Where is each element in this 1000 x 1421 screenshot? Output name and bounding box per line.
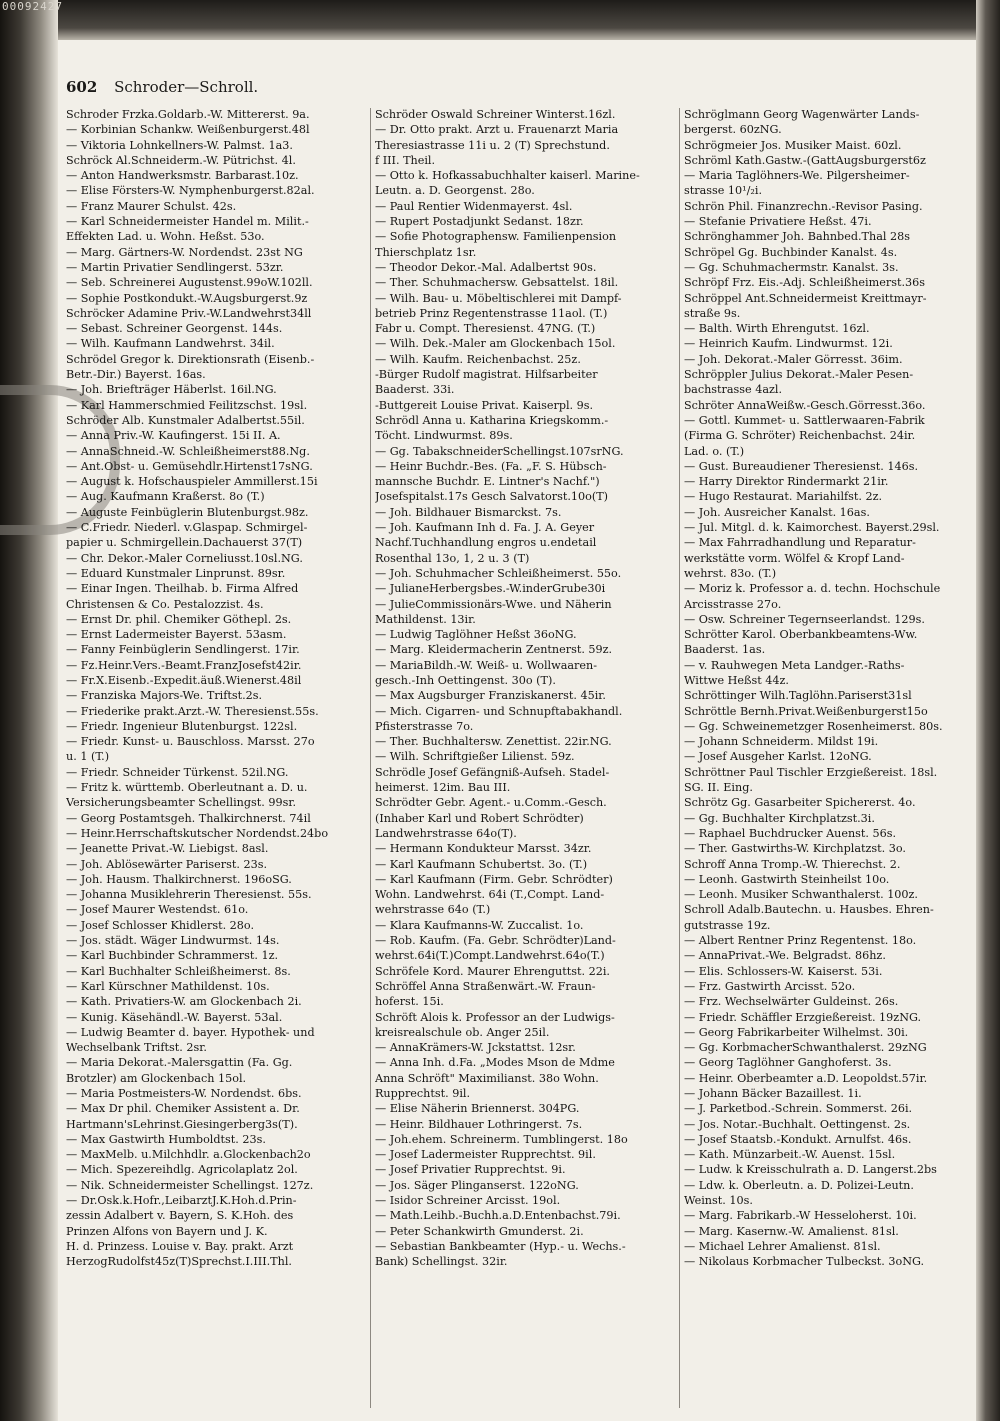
directory-entry-line: hoferst. 15i. xyxy=(375,995,444,1009)
directory-entry-line: Schrödel Gregor k. Direktionsrath (Eisenb.- xyxy=(66,352,315,366)
directory-entry-line: Schrönghammer Joh. Bahnbed.Thal 28s xyxy=(684,230,910,244)
directory-entry-line: — Karl Buchbinder Schrammerst. 1z. xyxy=(66,949,279,963)
directory-entry-line: wehrst.64i(T.)Compt.Landwehrst.64o(T.) xyxy=(375,949,605,963)
directory-entry-line: SG. II. Eing. xyxy=(684,781,753,795)
directory-entry-line: Schrödl Anna u. Katharina Kriegskomm.- xyxy=(375,413,609,427)
directory-entry-line: — Karl Buchhalter Schleißheimerst. 8s. xyxy=(66,964,291,978)
directory-entry-line: Schrögmeier Jos. Musiker Maist. 60zl. xyxy=(684,138,902,152)
directory-entry-line: — Josef Schlosser Khidlerst. 28o. xyxy=(66,918,255,932)
directory-entry-line: -Buttgereit Louise Privat. Kaiserpl. 9s. xyxy=(375,398,594,412)
directory-entry-line: — Ther. Gastwirths-W. Kirchplatzst. 3o. xyxy=(684,842,906,856)
directory-entry-line: — Marg. Fabrikarb.-W Hesseloherst. 10i. xyxy=(684,1209,917,1223)
directory-entry-line: — Wilh. Kaufm. Reichenbachst. 25z. xyxy=(375,352,581,366)
directory-entry-line: Töcht. Lindwurmst. 89s. xyxy=(375,429,513,443)
directory-entry-line: Hartmann'sLehrinst.Giesingerberg3s(T). xyxy=(66,1117,298,1131)
directory-entry-line: — Maria Postmeisters-W. Nordendst. 6bs. xyxy=(66,1087,302,1100)
directory-entry-line: — Otto k. Hofkassabuchhalter kaiserl. Marine- xyxy=(375,169,640,183)
directory-entry-line: — Anna Priv.-W. Kaufingerst. 15i II. A. xyxy=(66,429,281,443)
directory-entry-line: f III. Theil. xyxy=(375,153,436,167)
directory-entry-line: — Frz. Gastwirth Arcisst. 52o. xyxy=(684,979,856,993)
directory-entry-line: — Joh. Kaufmann Inh d. Fa. J. A. Geyer xyxy=(375,521,595,535)
directory-entry-line: -Bürger Rudolf magistrat. Hilfsarbeiter xyxy=(375,368,598,382)
directory-entry-line: Josefspitalst.17s Gesch Salvatorst.10o(T) xyxy=(375,490,609,504)
directory-entry-line: — Peter Schankwirth Gmunderst. 2i. xyxy=(375,1224,584,1238)
directory-entry-line: — Karl Kürschner Mathildenst. 10s. xyxy=(66,979,270,993)
directory-entry-line: — Albert Rentner Prinz Regentenst. 18o. xyxy=(684,934,917,948)
directory-entry-line: Nachf.Tuchhandlung engros u.endetail xyxy=(375,536,597,550)
directory-entry-line: — Josef Privatier Rupprechtst. 9i. xyxy=(375,1163,566,1177)
directory-entry-line: — Ludw. k Kreisschulrath a. D. Langerst.2bs xyxy=(684,1163,937,1177)
directory-entry-line: Anna Schröft" Maximilianst. 38o Wohn. xyxy=(375,1071,599,1085)
running-title: Schroder—Schroll. xyxy=(114,78,259,96)
directory-entry-line: — Gg. Schuhmachermstr. Kanalst. 3s. xyxy=(684,260,899,274)
page-number: 602 xyxy=(66,78,98,96)
directory-entry-line: Schröder Alb. Kunstmaler Adalbertst.55il. xyxy=(66,413,305,427)
directory-entry-line: Schrön Phil. Finanzrechn.-Revisor Pasing. xyxy=(684,199,923,213)
directory-entry-line: gutstrasse 19z. xyxy=(684,918,771,932)
directory-entry-line: — Karl Schneidermeister Handel m. Milit.- xyxy=(66,215,309,229)
directory-entry-line: Schröffel Anna Straßenwärt.-W. Fraun- xyxy=(375,979,596,993)
directory-entry-line: — MariaBildh.-W. Weiß- u. Wollwaaren- xyxy=(375,658,597,672)
page-header xyxy=(66,78,366,102)
directory-entry-line: Arcisstrasse 27o. xyxy=(684,597,782,611)
directory-entry-line: — Sebastian Bankbeamter (Hyp.- u. Wechs.- xyxy=(375,1239,626,1253)
directory-entry-line: Schröfele Kord. Maurer Ehrenguttst. 22i. xyxy=(375,964,610,978)
directory-entry-line: Schroder Frzka.Goldarb.-W. Mittererst. 9a. xyxy=(66,108,310,121)
directory-entry-line: — Ludwig Beamter d. bayer. Hypothek- und xyxy=(66,1025,315,1039)
directory-entry-line: — C.Friedr. Niederl. v.Glaspap. Schmirgel- xyxy=(66,521,308,535)
directory-entry-line: Schrötter Karol. Oberbankbeamtens-Ww. xyxy=(684,628,918,642)
directory-entry-line: — Wilh. Dek.-Maler am Glockenbach 15ol. xyxy=(375,337,616,351)
directory-entry-line: — AnnaSchneid.-W. Schleißheimerst88.Ng. xyxy=(66,444,310,458)
directory-entry-line: Versicherungsbeamter Schellingst. 99sr. xyxy=(66,796,297,810)
directory-entry-line: Christensen & Co. Pestalozzist. 4s. xyxy=(66,597,264,611)
directory-entry-line: gesch.-Inh Oettingenst. 30o (T). xyxy=(375,673,556,687)
directory-entry-line: Schröppler Julius Dekorat.-Maler Pesen- xyxy=(684,368,914,382)
directory-entry-line: — Marg. Kasernw.-W. Amalienst. 81sl. xyxy=(684,1224,899,1238)
directory-entry-line: Mathildenst. 13ir. xyxy=(375,612,476,626)
directory-entry-line: — Wilh. Bau- u. Möbeltischlerei mit Dampf- xyxy=(375,291,622,305)
directory-entry-line: — Kath. Münzarbeit.-W. Auenst. 15sl. xyxy=(684,1148,896,1162)
directory-entry-line: — Gust. Bureaudiener Theresienst. 146s. xyxy=(684,459,918,473)
directory-entry-line: Landwehrstrasse 64o(T). xyxy=(375,826,517,840)
directory-entry-line: Wohn. Landwehrst. 64i (T.,Compt. Land- xyxy=(375,888,605,902)
directory-entry-line: werkstätte vorm. Wölfel & Kropf Land- xyxy=(684,551,905,565)
directory-entry-line: Lad. o. (T.) xyxy=(684,444,745,458)
directory-entry-line: — Karl Kaufmann (Firm. Gebr. Schrödter) xyxy=(375,872,613,886)
directory-entry-line: — Joh. Briefträger Häberlst. 16il.NG. xyxy=(66,383,277,397)
directory-entry-line: H. d. Prinzess. Louise v. Bay. prakt. Arzt xyxy=(66,1239,294,1253)
directory-entry-line: — Ludwig Taglöhner Heßst 36oNG. xyxy=(375,628,577,642)
directory-entry-line: — Stefanie Privatiere Heßst. 47i. xyxy=(684,215,872,229)
directory-entry-line: bergerst. 60zNG. xyxy=(684,123,782,137)
directory-entry-line: bachstrasse 4azl. xyxy=(684,383,783,397)
directory-entry-line: — Joh. Schuhmacher Schleißheimerst. 55o. xyxy=(375,566,622,580)
directory-entry-line: strasse 10¹/₂i. xyxy=(684,184,763,198)
directory-entry-line: Leutn. a. D. Georgenst. 28o. xyxy=(375,184,535,198)
directory-entry-line: — Jul. Mitgl. d. k. Kaimorchest. Bayerst.29sl. xyxy=(684,521,940,535)
directory-entry-line: — Leonh. Musiker Schwanthalerst. 100z. xyxy=(684,888,918,902)
directory-entry-line: Schroll Adalb.Bautechn. u. Hausbes. Ehren- xyxy=(684,903,934,917)
directory-entry-line: Schröttner Paul Tischler Erzgießereist. 18sl. xyxy=(684,765,938,779)
directory-entry-line: — Wilh. Schriftgießer Lilienst. 59z. xyxy=(375,750,575,764)
directory-entry-line: — Gg. Buchhalter Kirchplatzst.3i. xyxy=(684,811,875,825)
directory-entry-line: — Raphael Buchdrucker Auenst. 56s. xyxy=(684,826,897,840)
directory-entry-line: — Fr.X.Eisenb.-Expedit.äuß.Wienerst.48il xyxy=(66,673,302,687)
scan-shadow-top xyxy=(0,0,1000,40)
directory-entry-line: — Joh.ehem. Schreinerm. Tumblingerst. 18o xyxy=(375,1132,628,1146)
directory-entry-line: — Joh. Ausreicher Kanalst. 16as. xyxy=(684,505,870,519)
directory-entry-line: Wittwe Heßst 44z. xyxy=(684,673,789,687)
directory-entry-line: — Sophie Postkondukt.-W.Augsburgerst.9z xyxy=(66,291,308,305)
directory-entry-line: — Isidor Schreiner Arcisst. 19ol. xyxy=(375,1194,561,1208)
directory-entry-line: — Gottl. Kummet- u. Sattlerwaaren-Fabrik xyxy=(684,413,925,427)
directory-entry-line: — Jos. städt. Wäger Lindwurmst. 14s. xyxy=(66,934,280,948)
directory-entry-line: — Karl Kaufmann Schubertst. 3o. (T.) xyxy=(375,857,588,871)
directory-entry-line: Effekten Lad. u. Wohn. Heßst. 53o. xyxy=(66,230,265,244)
directory-entry-line: — Joh. Bildhauer Bismarckst. 7s. xyxy=(375,505,562,519)
directory-entry-line: — Jos. Säger Plinganserst. 122oNG. xyxy=(375,1178,579,1192)
directory-entry-line: — Wilh. Kaufmann Landwehrst. 34il. xyxy=(66,337,275,351)
directory-entry-line: — Mich. Cigarren- und Schnupftabakhandl. xyxy=(375,704,623,718)
directory-entry-line: — Theodor Dekor.-Mal. Adalbertst 90s. xyxy=(375,260,597,274)
directory-entry-line: — Frz. Wechselwärter Guldeinst. 26s. xyxy=(684,995,899,1009)
directory-entry-line: — Georg Taglöhner Ganghoferst. 3s. xyxy=(684,1056,892,1070)
directory-entry-line: — Ther. Buchhaltersw. Zenettist. 22ir.NG. xyxy=(375,735,612,749)
directory-entry-line: Fabr u. Compt. Theresienst. 47NG. (T.) xyxy=(375,322,596,336)
directory-entry-line: Bank) Schellingst. 32ir. xyxy=(375,1255,508,1269)
directory-entry-line: — Joh. Ablösewärter Pariserst. 23s. xyxy=(66,857,268,871)
directory-entry-line: — Osw. Schreiner Tegernseerlandst. 129s. xyxy=(684,612,925,626)
directory-entry-line: Schroff Anna Tromp.-W. Thierechst. 2. xyxy=(684,857,901,871)
directory-entry-line: Schröpf Frz. Eis.-Adj. Schleißheimerst.36s xyxy=(684,276,925,290)
directory-entry-line: — Einar Ingen. Theilhab. b. Firma Alfred xyxy=(66,582,299,596)
directory-entry-line: wehrst. 83o. (T.) xyxy=(684,566,777,580)
directory-entry-line: Schröft Alois k. Professor an der Ludwigs- xyxy=(375,1010,615,1024)
directory-entry-line: Theresiastrasse 11i u. 2 (T) Sprechstund. xyxy=(375,138,610,152)
directory-entry-line: — August k. Hofschauspieler Ammillerst.15i xyxy=(66,475,318,489)
directory-entry-line: mannsche Buchdr. E. Lintner's Nachf.") xyxy=(375,475,600,489)
directory-entry-line: — Josef Ladermeister Rupprechtst. 9il. xyxy=(375,1148,596,1162)
directory-entry-line: Thierschplatz 1sr. xyxy=(375,245,477,259)
directory-entry-line: kreisrealschule ob. Anger 25il. xyxy=(375,1025,550,1039)
directory-entry-line: Weinst. 10s. xyxy=(684,1194,753,1208)
directory-entry-line: — Ldw. k. Oberleutn. a. D. Polizei-Leutn. xyxy=(684,1178,914,1192)
directory-entry-line: Pfisterstrasse 7o. xyxy=(375,719,474,733)
directory-entry-line: — Math.Leihb.-Buchh.a.D.Entenbachst.79i. xyxy=(375,1209,621,1223)
directory-entry-line: — Marg. Gärtners-W. Nordendst. 23st NG xyxy=(66,245,303,259)
directory-entry-line: Rosenthal 13o, 1, 2 u. 3 (T) xyxy=(375,551,530,565)
directory-entry-line: — Fanny Feinbüglerin Sendlingerst. 17ir. xyxy=(66,643,300,657)
directory-entry-line: Betr.-Dir.) Bayerst. 16as. xyxy=(66,368,206,382)
directory-entry-line: — Jeanette Privat.-W. Liebigst. 8asl. xyxy=(66,842,269,856)
directory-entry-line: — JulieCommissionärs-Wwe. und Näherin xyxy=(375,597,612,611)
directory-column-1 xyxy=(66,107,366,1407)
directory-entry-line: — Harry Direktor Rindermarkt 21ir. xyxy=(684,475,889,489)
directory-entry-line: — Franziska Majors-We. Triftst.2s. xyxy=(66,689,263,703)
directory-entry-line: — Max Fahrradhandlung und Reparatur- xyxy=(684,536,916,550)
directory-entry-line: — Heinr. Oberbeamter a.D. Leopoldst.57ir. xyxy=(684,1071,928,1085)
directory-entry-line: — Anna Inh. d.Fa. „Modes Mson de Mdme xyxy=(375,1056,615,1070)
directory-entry-line: — Ernst Dr. phil. Chemiker Göthepl. 2s. xyxy=(66,612,292,626)
directory-entry-line: — Joh. Hausm. Thalkirchnerst. 196oSG. xyxy=(66,872,292,886)
directory-entry-line: — Dr. Otto prakt. Arzt u. Frauenarzt Maria xyxy=(375,123,619,137)
directory-entry-line: — Rob. Kaufm. (Fa. Gebr. Schrödter)Land- xyxy=(375,934,616,948)
directory-entry-line: Baaderst. 1as. xyxy=(684,643,766,657)
directory-entry-line: — Anton Handwerksmstr. Barbarast.10z. xyxy=(66,169,299,183)
column-divider xyxy=(370,108,371,1408)
directory-entry-line: Schröml Kath.Gastw.-(GattAugsburgerst6z xyxy=(684,153,926,167)
directory-entry-line: Schröttinger Wilh.Taglöhn.Pariserst31sl xyxy=(684,689,912,703)
directory-entry-line: — Jos. Notar.-Buchhalt. Oettingenst. 2s. xyxy=(684,1117,911,1131)
directory-entry-line: — AnnaPrivat.-We. Belgradst. 86hz. xyxy=(684,949,886,963)
directory-entry-line: — Heinr.Herrschaftskutscher Nordendst.24bo xyxy=(66,826,329,840)
directory-entry-line: — Hermann Kondukteur Marsst. 34zr. xyxy=(375,842,592,856)
directory-entry-line: — Heinr. Bildhauer Lothringerst. 7s. xyxy=(375,1117,583,1131)
directory-entry-line: — Heinrich Kaufm. Lindwurmst. 12i. xyxy=(684,337,893,351)
directory-entry-line: — Friedr. Schneider Türkenst. 52il.NG. xyxy=(66,765,289,779)
directory-entry-line: — Max Augsburger Franziskanerst. 45ir. xyxy=(375,689,606,703)
directory-entry-line: — Max Dr phil. Chemiker Assistent a. Dr. xyxy=(66,1102,300,1116)
book-gutter-shadow xyxy=(0,0,58,1421)
directory-entry-line: — Klara Kaufmanns-W. Zuccalist. 1o. xyxy=(375,918,584,932)
directory-entry-line: — Moriz k. Professor a. d. techn. Hochschule xyxy=(684,582,941,596)
directory-entry-line: — Kunig. Käsehändl.-W. Bayerst. 53al. xyxy=(66,1010,283,1024)
directory-entry-line: Baaderst. 33i. xyxy=(375,383,455,397)
directory-entry-line: straße 9s. xyxy=(684,306,741,320)
directory-entry-line: Schröttle Bernh.Privat.Weißenburgerst15o xyxy=(684,704,928,718)
directory-entry-line: — Max Gastwirth Humboldtst. 23s. xyxy=(66,1132,266,1146)
directory-entry-line: — Friedr. Ingenieur Blutenburgst. 122sl. xyxy=(66,719,298,733)
directory-entry-line: — Ther. Schuhmachersw. Gebsattelst. 18il. xyxy=(375,276,619,290)
directory-column-3 xyxy=(684,107,968,1407)
directory-entry-line: — Maria Taglöhners-We. Pilgersheimer- xyxy=(684,169,910,183)
directory-entry-line: — Heinr Buchdr.-Bes. (Fa. „F. S. Hübsch- xyxy=(375,459,607,473)
directory-entry-line: (Firma G. Schröter) Reichenbachst. 24ir. xyxy=(684,429,916,443)
directory-entry-line: — Sofie Photographensw. Familienpension xyxy=(375,230,617,244)
directory-entry-line: Schröglmann Georg Wagenwärter Lands- xyxy=(684,108,920,121)
directory-entry-line: — Rupert Postadjunkt Sedanst. 18zr. xyxy=(375,215,584,229)
directory-entry-line: Brotzler) am Glockenbach 15ol. xyxy=(66,1071,247,1085)
directory-entry-line: — Elis. Schlossers-W. Kaiserst. 53i. xyxy=(684,964,883,978)
directory-entry-line: — Nik. Schneidermeister Schellingst. 127z. xyxy=(66,1178,314,1192)
directory-entry-line: — Johann Schneiderm. Mildst 19i. xyxy=(684,735,879,749)
directory-entry-line: — Friederike prakt.Arzt.-W. Theresienst.55s. xyxy=(66,704,319,718)
directory-entry-line: — Josef Ausgeher Karlst. 12oNG. xyxy=(684,750,872,764)
directory-entry-line: Schröder Oswald Schreiner Winterst.16zl. xyxy=(375,108,616,121)
directory-entry-line: Schröpel Gg. Buchbinder Kanalst. 4s. xyxy=(684,245,898,259)
directory-entry-line: — Georg Fabrikarbeiter Wilhelmst. 30i. xyxy=(684,1025,909,1039)
directory-entry-line: — Ant.Obst- u. Gemüsehdlr.Hirtenst17sNG. xyxy=(66,459,313,473)
directory-entry-line: — Kath. Privatiers-W. am Glockenbach 2i. xyxy=(66,995,302,1009)
directory-entry-line: Schrödter Gebr. Agent.- u.Comm.-Gesch. xyxy=(375,796,607,810)
directory-entry-line: — Gg. Schweinemetzger Rosenheimerst. 80s. xyxy=(684,719,943,733)
directory-entry-line: — Maria Dekorat.-Malersgattin (Fa. Gg. xyxy=(66,1056,293,1070)
directory-entry-line: Schröcker Adamine Priv.-W.Landwehrst34ll xyxy=(66,306,312,320)
directory-entry-line: — Dr.Osk.k.Hofr.,LeibarztJ.K.Hoh.d.Prin- xyxy=(66,1194,297,1208)
directory-entry-line: — Fritz k. württemb. Oberleutnant a. D. u. xyxy=(66,781,308,795)
directory-entry-line: HerzogRudolfst45z(T)Sprechst.I.III.Thl. xyxy=(66,1255,292,1269)
directory-entry-line: — Karl Hammerschmied Feilitzschst. 19sl. xyxy=(66,398,308,412)
directory-entry-line: — Sebast. Schreiner Georgenst. 144s. xyxy=(66,322,283,336)
directory-entry-line: — JulianeHerbergsbes.-W.inderGrube30i xyxy=(375,582,606,596)
directory-entry-line: — J. Parketbod.-Schrein. Sommerst. 26i. xyxy=(684,1102,913,1116)
directory-entry-line: papier u. Schmirgellein.Dachauerst 37(T) xyxy=(66,536,303,550)
directory-entry-line: Wechselbank Triftst. 2sr. xyxy=(66,1041,207,1055)
directory-entry-line: — Martin Privatier Sendlingerst. 53zr. xyxy=(66,260,284,274)
directory-entry-line: Schrötz Gg. Gasarbeiter Spichererst. 4o. xyxy=(684,796,916,810)
directory-entry-line: Schrödle Josef Gefängniß-Aufseh. Stadel- xyxy=(375,765,610,779)
directory-entry-line: — Eduard Kunstmaler Linprunst. 89sr. xyxy=(66,566,286,580)
directory-entry-line: — Franz Maurer Schulst. 42s. xyxy=(66,199,237,213)
directory-entry-line: — Joh. Dekorat.-Maler Görresst. 36im. xyxy=(684,352,903,366)
directory-entry-line: — Auguste Feinbüglerin Blutenburgst.98z. xyxy=(66,505,309,519)
directory-entry-line: Schröter AnnaWeißw.-Gesch.Görresst.36o. xyxy=(684,398,926,412)
directory-entry-line: Prinzen Alfons von Bayern und J. K. xyxy=(66,1224,268,1238)
directory-entry-line: — Ernst Ladermeister Bayerst. 53asm. xyxy=(66,628,287,642)
directory-entry-line: — Georg Postamtsgeh. Thalkirchnerst. 74il xyxy=(66,811,311,825)
scan-id-label: 00092427 xyxy=(2,0,63,13)
directory-entry-line: zessin Adalbert v. Bayern, S. K.Hoh. des xyxy=(66,1209,294,1223)
directory-entry-line: — Gg. KorbmacherSchwanthalerst. 29zNG xyxy=(684,1041,927,1055)
directory-entry-line: betrieb Prinz Regentenstrasse 11aol. (T.) xyxy=(375,306,608,320)
directory-entry-line: — Gg. TabakschneiderSchellingst.107srNG. xyxy=(375,444,624,458)
directory-entry-line: — MaxMelb. u.Milchhdlr. a.Glockenbach2o xyxy=(66,1148,311,1162)
directory-entry-line: Schröppel Ant.Schneidermeist Kreittmayr- xyxy=(684,291,927,305)
directory-entry-line: — v. Rauhwegen Meta Landger.-Raths- xyxy=(684,658,905,672)
directory-entry-line: — Friedr. Kunst- u. Bauschloss. Marsst. 27o xyxy=(66,735,315,749)
directory-entry-line: — Josef Maurer Westendst. 61o. xyxy=(66,903,249,917)
directory-entry-line: — Balth. Wirth Ehrengutst. 16zl. xyxy=(684,322,870,336)
directory-entry-line: Rupprechtst. 9il. xyxy=(375,1087,471,1100)
directory-entry-line: u. 1 (T.) xyxy=(66,750,110,764)
directory-entry-line: — Leonh. Gastwirth Steinheilst 10o. xyxy=(684,872,890,886)
directory-entry-line: wehrstrasse 64o (T.) xyxy=(375,903,491,917)
directory-entry-line: — Johanna Musiklehrerin Theresienst. 55s. xyxy=(66,888,312,902)
directory-entry-line: — Elise Näherin Briennerst. 304PG. xyxy=(375,1102,580,1116)
directory-entry-line: — Friedr. Schäffler Erzgießereist. 19zNG. xyxy=(684,1010,922,1024)
directory-entry-line: — Hugo Restaurat. Mariahilfst. 2z. xyxy=(684,490,883,504)
directory-entry-line: — Josef Staatsb.-Kondukt. Arnulfst. 46s. xyxy=(684,1132,912,1146)
directory-entry-line: — Nikolaus Korbmacher Tulbeckst. 3oNG. xyxy=(684,1255,925,1269)
directory-entry-line: — Aug. Kaufmann Kraßerst. 8o (T.) xyxy=(66,490,265,504)
directory-entry-line: Schröck Al.Schneiderm.-W. Pütrichst. 4l. xyxy=(66,153,296,167)
directory-entry-line: — Seb. Schreinerei Augustenst.99oW.102ll. xyxy=(66,276,313,290)
page-edge-shadow xyxy=(976,0,1000,1421)
column-divider xyxy=(679,108,680,1408)
directory-entry-line: — Paul Rentier Widenmayerst. 4sl. xyxy=(375,199,573,213)
directory-entry-line: — Viktoria Lohnkellners-W. Palmst. 1a3. xyxy=(66,138,293,152)
directory-entry-line: (Inhaber Karl und Robert Schrödter) xyxy=(375,811,584,825)
directory-entry-line: — Michael Lehrer Amalienst. 81sl. xyxy=(684,1239,881,1253)
directory-entry-line: — Elise Försters-W. Nymphenburgerst.82al. xyxy=(66,184,315,198)
directory-entry-line: heimerst. 12im. Bau III. xyxy=(375,781,511,795)
directory-entry-line: — Marg. Kleidermacherin Zentnerst. 59z. xyxy=(375,643,613,657)
directory-column-2 xyxy=(375,107,675,1407)
directory-entry-line: — Chr. Dekor.-Maler Corneliusst.10sl.NG. xyxy=(66,551,303,565)
directory-entry-line: — Johann Bäcker Bazaillest. 1i. xyxy=(684,1087,862,1100)
directory-entry-line: — Mich. Spezereihdlg. Agricolaplatz 2ol. xyxy=(66,1163,298,1177)
directory-entry-line: — Fz.Heinr.Vers.-Beamt.FranzJosefst42ir. xyxy=(66,658,302,672)
directory-entry-line: — Korbinian Schankw. Weißenburgerst.48l xyxy=(66,123,310,137)
directory-entry-line: — AnnaKrämers-W. Jckstattst. 12sr. xyxy=(375,1041,576,1055)
